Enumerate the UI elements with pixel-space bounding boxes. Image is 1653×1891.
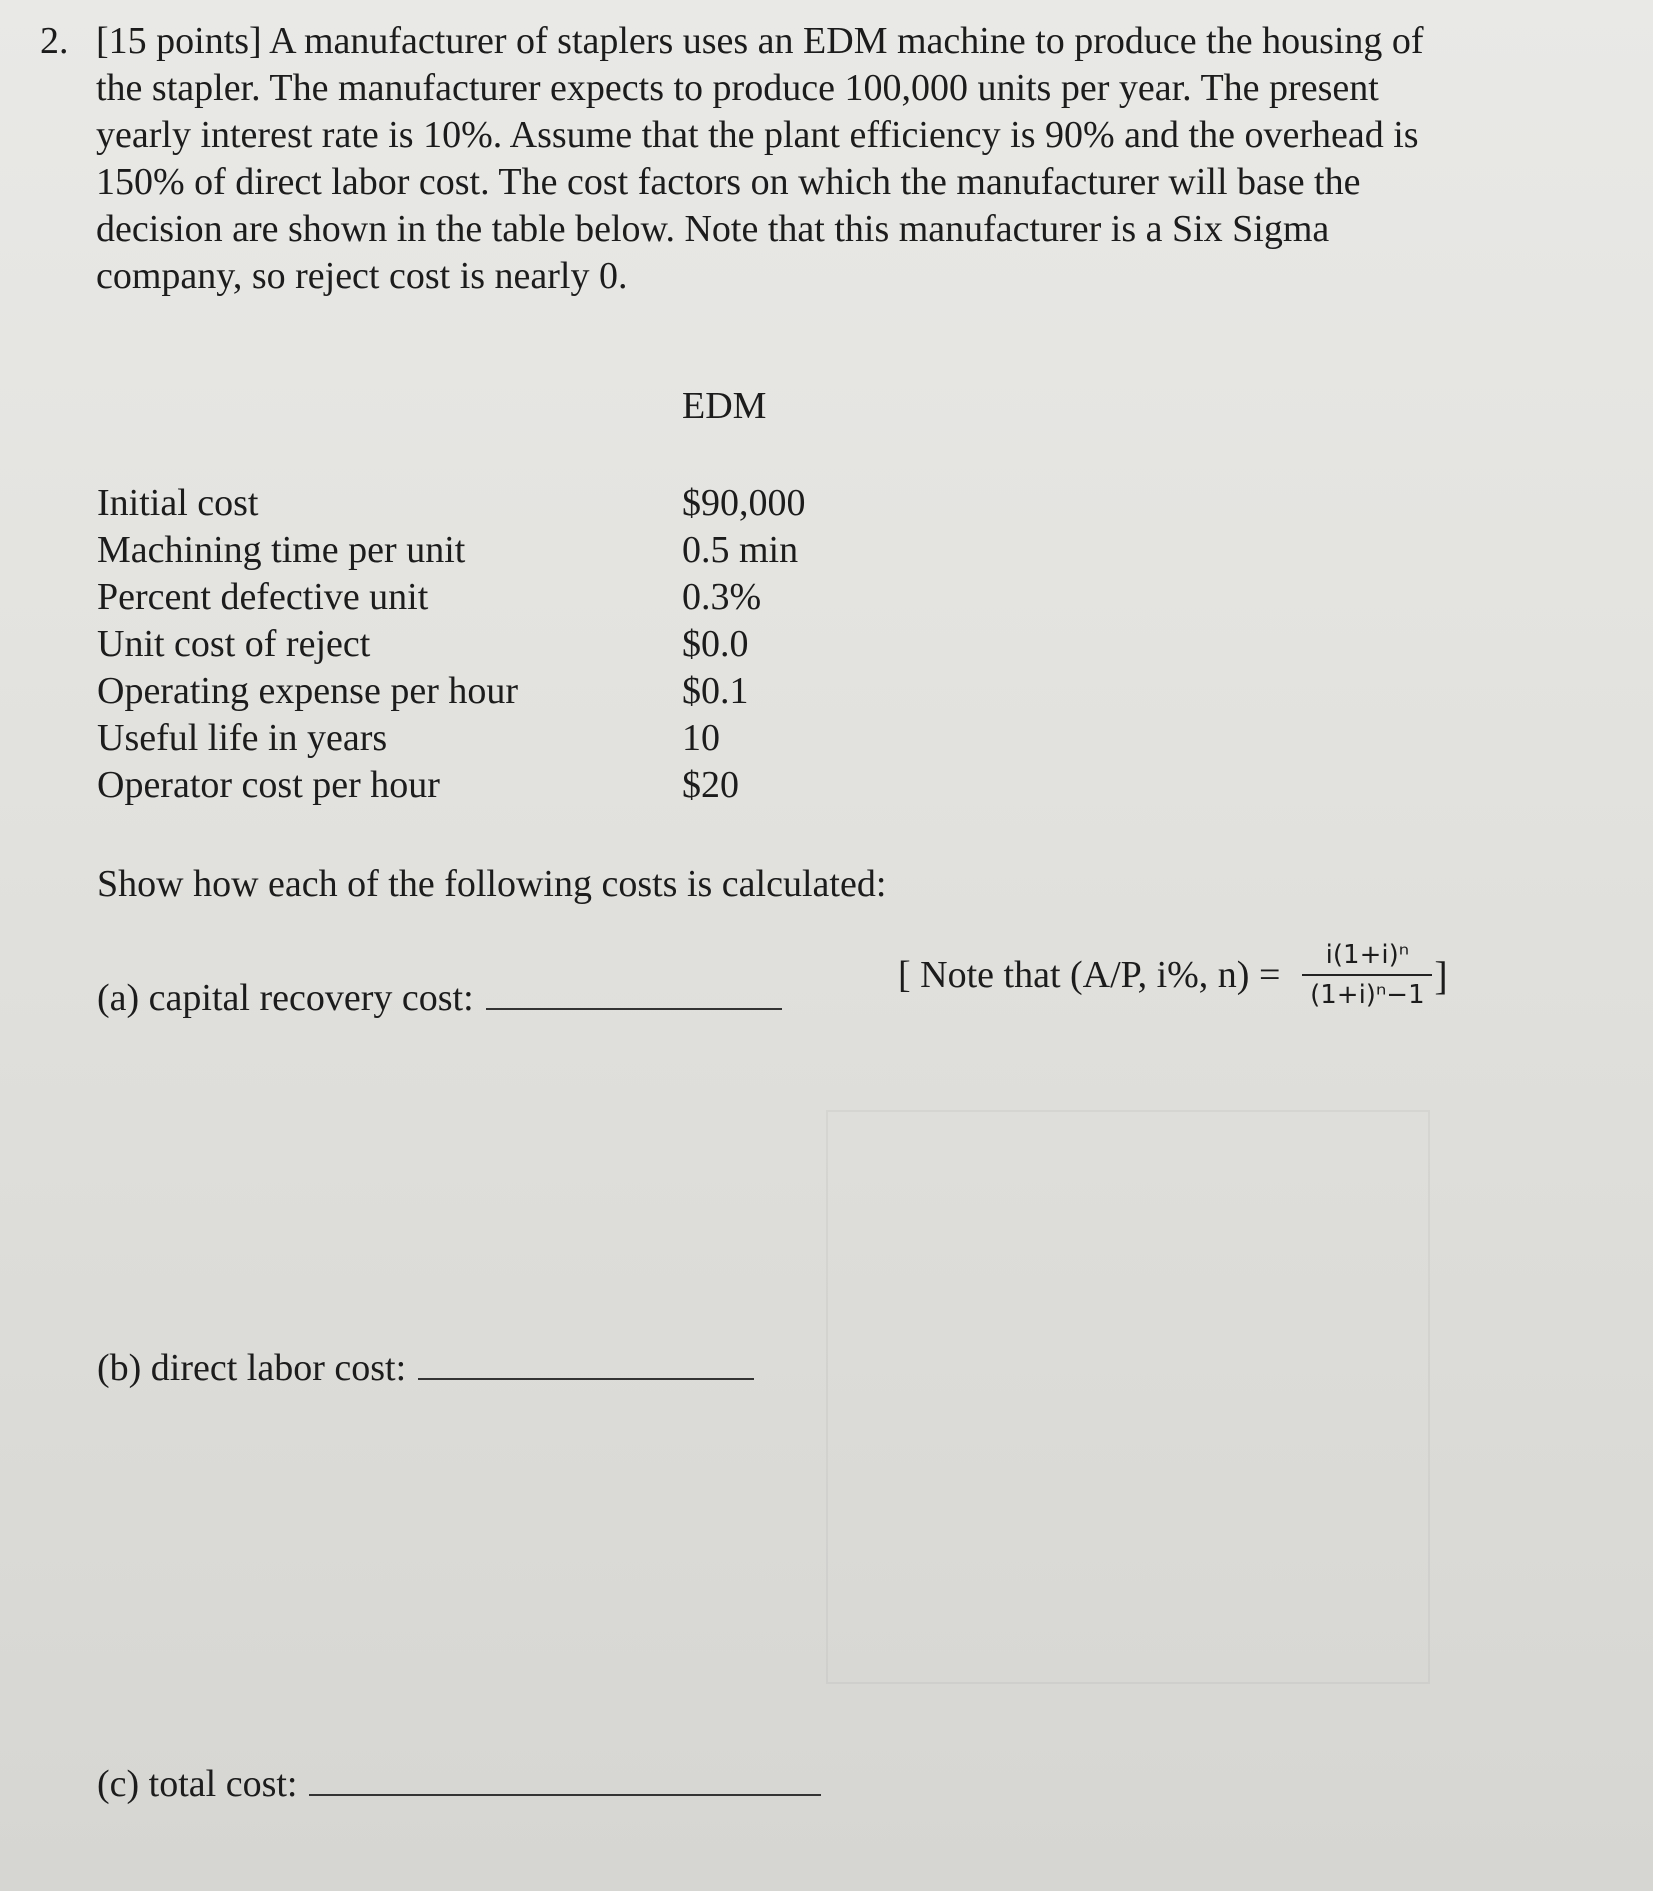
- formula-denominator: (1+i)ⁿ−1: [1310, 980, 1425, 1010]
- problem-statement: [40, 18, 1540, 300]
- note-suffix: ]: [1434, 952, 1448, 998]
- problem-text-line: company, so reject cost is nearly 0.: [96, 255, 628, 297]
- row-label: Percent defective unit: [97, 576, 429, 618]
- problem-line-1: [40, 18, 1540, 65]
- table-row: [97, 668, 882, 715]
- problem-text-line: the stapler. The manufacturer expects to produce 100,000 units per year. The present: [96, 67, 1379, 109]
- cost-factor-table: [97, 480, 882, 809]
- row-label: Operator cost per hour: [97, 764, 440, 806]
- row-label: Machining time per unit: [97, 529, 466, 571]
- part-a-answer-blank[interactable]: [486, 1007, 782, 1010]
- problem-number: 2.: [40, 20, 69, 62]
- row-value: $20: [682, 764, 739, 806]
- row-label: Operating expense per hour: [97, 670, 519, 712]
- row-value: $0.0: [682, 623, 749, 665]
- row-label: Unit cost of reject: [97, 623, 371, 665]
- table-row: [97, 527, 882, 574]
- part-c-answer-blank[interactable]: [309, 1793, 821, 1796]
- table-row: [97, 762, 882, 809]
- table-column-header: EDM: [682, 385, 767, 427]
- instruction-text: Show how each of the following costs is calculated:: [97, 863, 887, 905]
- part-a: [97, 976, 782, 1020]
- capital-recovery-factor-formula: [1302, 940, 1432, 1010]
- row-label: Useful life in years: [97, 717, 388, 759]
- row-value: $0.1: [682, 670, 749, 712]
- table-row: [97, 621, 882, 668]
- problem-text-line: decision are shown in the table below. Note that this manufacturer is a Six Sigma: [96, 208, 1330, 250]
- part-c: [97, 1762, 821, 1806]
- part-b-answer-blank[interactable]: [418, 1377, 754, 1380]
- part-a-label: (a) capital recovery cost:: [97, 977, 474, 1019]
- part-b: [97, 1346, 754, 1390]
- note-prefix: [ Note that (A/P, i%, n) =: [898, 954, 1281, 996]
- problem-text-line: yearly interest rate is 10%. Assume that the plant efficiency is 90% and the overhead is: [96, 114, 1419, 156]
- row-value: 10: [682, 717, 720, 759]
- row-label: Initial cost: [97, 482, 259, 524]
- row-value: 0.5 min: [682, 529, 799, 571]
- table-row: [97, 715, 882, 762]
- formula-note: [898, 940, 1448, 1010]
- bleed-through-grid: [826, 1110, 1430, 1684]
- table-row: [97, 480, 882, 527]
- part-b-label: (b) direct labor cost:: [97, 1347, 407, 1389]
- part-c-label: (c) total cost:: [97, 1763, 298, 1805]
- row-value: 0.3%: [682, 576, 762, 618]
- problem-text-line: 150% of direct labor cost. The cost factors on which the manufacturer will base the: [96, 161, 1361, 203]
- row-value: $90,000: [682, 482, 806, 524]
- formula-numerator: i(1+i)ⁿ: [1325, 940, 1410, 970]
- table-row: [97, 574, 882, 621]
- problem-text-line: [15 points] A manufacturer of staplers uses an EDM machine to produce the housing of: [96, 20, 1424, 62]
